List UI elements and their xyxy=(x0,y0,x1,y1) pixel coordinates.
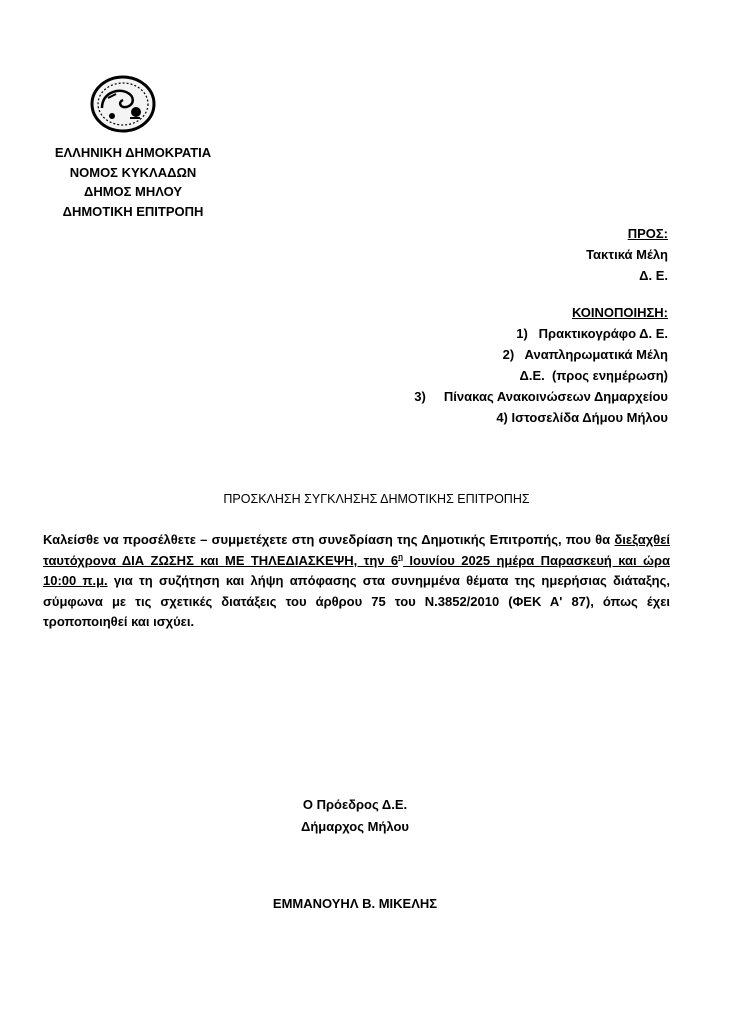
cc-item: 2) Αναπληρωματικά Μέλη xyxy=(502,347,668,362)
signatory-role: Ο Πρόεδρος Δ.Ε. xyxy=(302,797,408,812)
signatory-name: ΕΜΜΑΝΟΥΗΛ Β. ΜΙΚΕΛΗΣ xyxy=(272,896,438,911)
cc-item: 4) Ιστοσελίδα Δήμου Μήλου xyxy=(496,410,668,425)
body-text: Καλείσθε να προσέλθετε – συμμετέχετε στη συνεδρίαση της Δημοτικής Επιτροπής, που θα xyxy=(43,532,615,547)
document-title: ΠΡΟΣΚΛΗΣΗ ΣΥΓΚΛΗΣΗΣ ΔΗΜΟΤΙΚΗΣ ΕΠΙΤΡΟΠΗΣ xyxy=(223,492,530,506)
cc-item: 3) Πίνακας Ανακοινώσεων Δημαρχείου xyxy=(414,389,668,404)
header-line: ΔΗΜΟΣ ΜΗΛΟΥ xyxy=(83,184,183,199)
header-line: ΕΛΛΗΝΙΚΗ ΔΗΜΟΚΡΑΤΙΑ xyxy=(54,145,212,160)
cc-block xyxy=(414,302,668,428)
municipality-seal-icon xyxy=(88,74,158,134)
signature-block xyxy=(0,794,710,838)
header-line: ΔΗΜΟΤΙΚΗ ΕΠΙΤΡΟΠΗ xyxy=(62,203,204,219)
recipient-line: Δ. Ε. xyxy=(639,268,668,283)
issuer-header xyxy=(40,143,226,221)
body-text: για τη συζήτηση και λήψη απόφασης στα συνημμένα θέματα της ημερήσιας διάταξης, σύμφωνα με τις σχετικές διατάξεις του άρθρου 75 του Ν.3852/2010 (ΦΕΚ Α' 87), όπως έχει τροποποιηθεί και ισχύει. xyxy=(43,573,670,629)
signatory-office: Δήμαρχος Μήλου xyxy=(301,819,409,834)
recipients-heading: ΠΡΟΣ: xyxy=(627,226,668,241)
recipient-line: Τακτικά Μέλη xyxy=(586,247,668,262)
body-underlined-text: Ιουνίου 2025 ημέρα Παρασκευή και ώρα 10:00 π.μ. xyxy=(43,552,670,588)
body-superscript: η xyxy=(398,552,404,562)
cc-item: Δ.Ε. (προς ενημέρωση) xyxy=(519,368,668,383)
recipients-block xyxy=(586,223,668,286)
cc-item: 1) Πρακτικογράφο Δ. Ε. xyxy=(516,326,668,341)
cc-heading: ΚΟΙΝΟΠΟΙΗΣΗ: xyxy=(571,305,668,320)
body-underlined-text: διεξαχθεί ταυτόχρονα ΔΙΑ ΖΩΣΗΣ και ΜΕ ΤΗΛΕΔΙΑΣΚΕΨΗ, την 6 xyxy=(43,532,670,568)
invitation-body xyxy=(43,530,670,633)
header-line: ΝΟΜΟΣ ΚΥΚΛΑΔΩΝ xyxy=(69,164,197,180)
